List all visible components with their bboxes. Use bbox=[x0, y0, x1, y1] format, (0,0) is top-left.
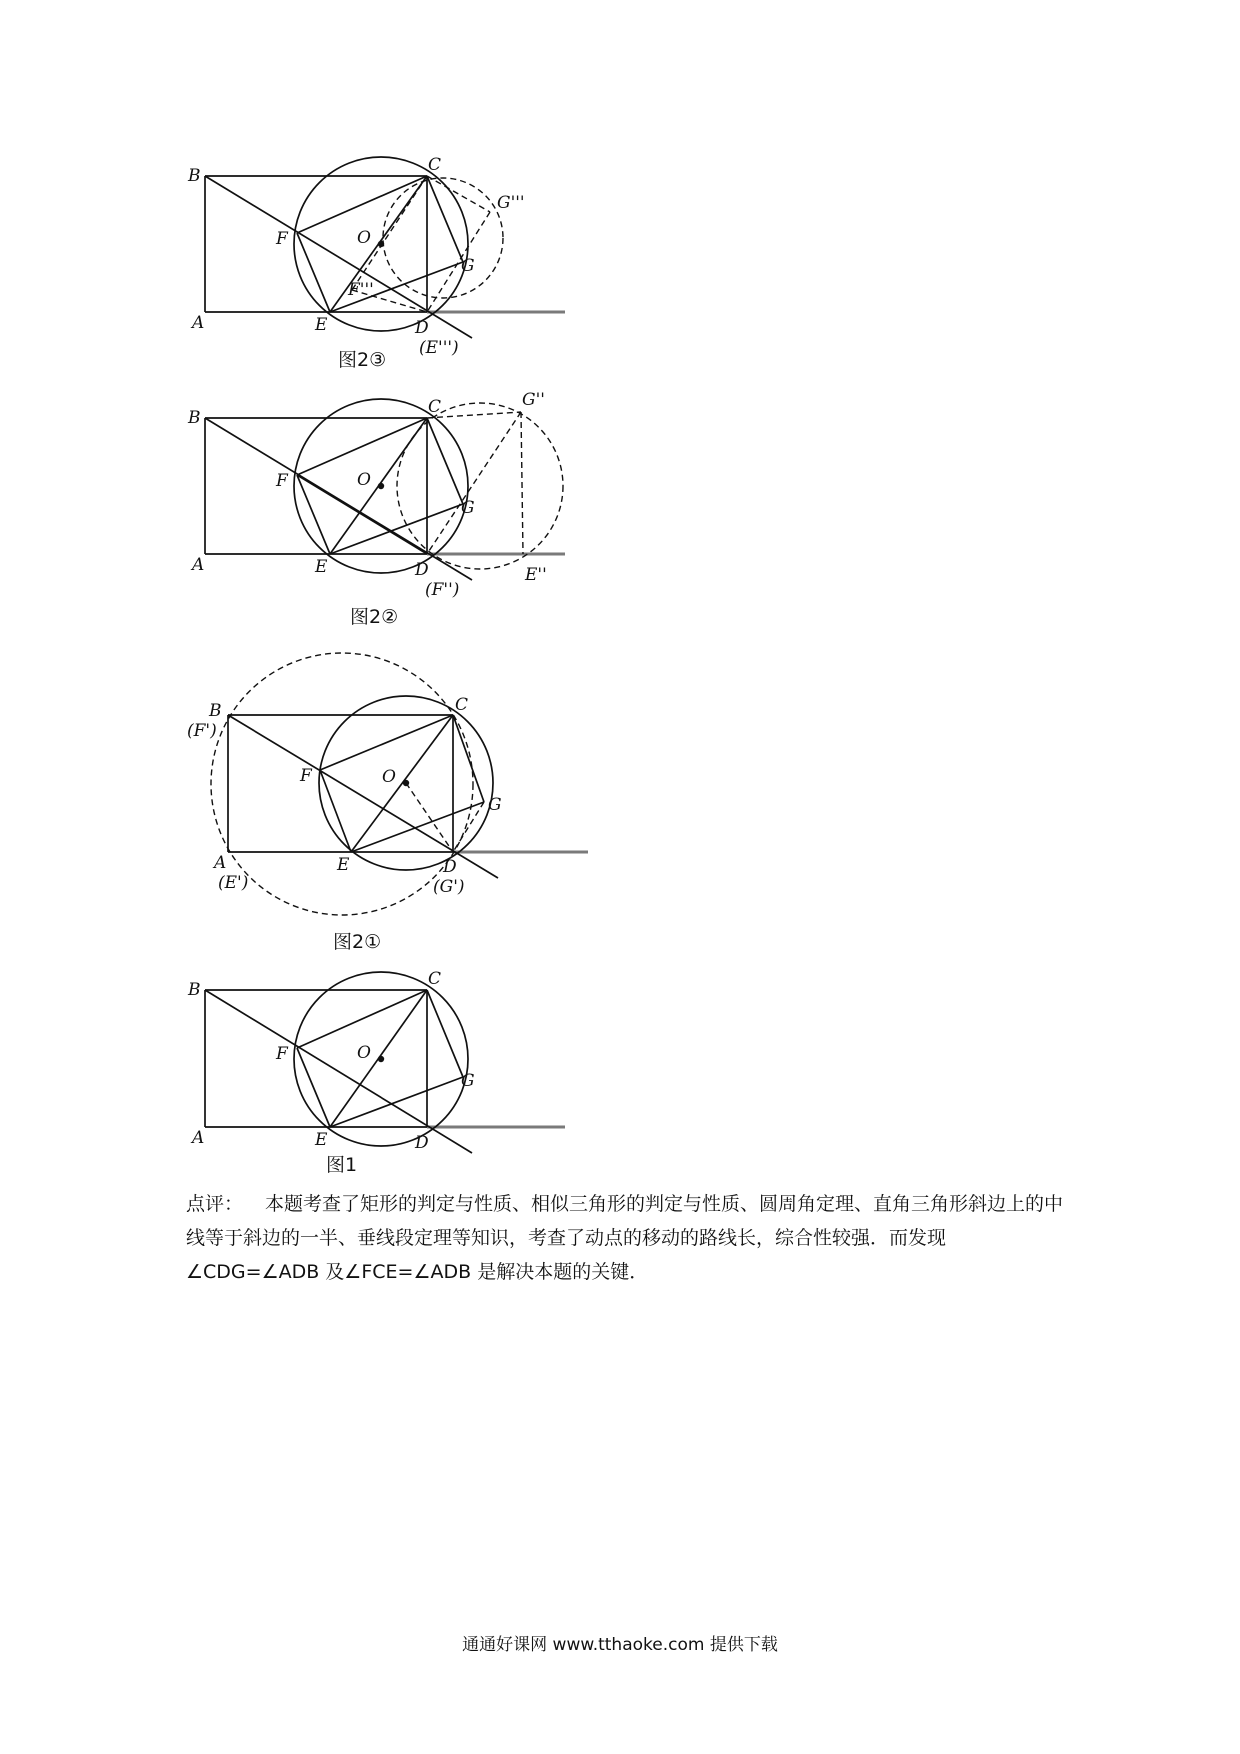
label-e2: E'' bbox=[525, 565, 547, 585]
label-c: C bbox=[455, 695, 469, 715]
dashed-g2d bbox=[427, 412, 521, 554]
dashed-g2e2 bbox=[521, 412, 523, 554]
segment-eg bbox=[351, 802, 484, 852]
label-b: B bbox=[188, 980, 201, 1000]
label-d: D bbox=[443, 857, 457, 877]
center-dot bbox=[403, 780, 409, 786]
label-c: C bbox=[428, 969, 442, 989]
caption-fig2-2: 图2② bbox=[350, 606, 399, 628]
caption-fig2-3: 图2③ bbox=[338, 349, 387, 371]
label-f1: (F') bbox=[187, 721, 217, 741]
label-a: A bbox=[192, 313, 205, 333]
label-d: D bbox=[415, 560, 429, 580]
label-o: O bbox=[357, 1043, 371, 1063]
figure-1 bbox=[0, 960, 620, 1180]
label-f: F bbox=[276, 229, 288, 249]
label-o: O bbox=[357, 470, 371, 490]
label-f2: (F'') bbox=[425, 580, 460, 600]
label-e: E bbox=[315, 557, 328, 577]
center-dot bbox=[378, 241, 384, 247]
label-f: F bbox=[300, 766, 312, 786]
label-g: G bbox=[461, 256, 475, 276]
label-f: F bbox=[276, 471, 288, 491]
label-o: O bbox=[382, 767, 396, 787]
label-e1: (E') bbox=[218, 873, 249, 893]
label-e: E bbox=[315, 1130, 328, 1150]
label-a: A bbox=[214, 853, 227, 873]
label-c: C bbox=[428, 397, 442, 417]
label-g: G bbox=[488, 795, 502, 815]
center-dot bbox=[378, 1056, 384, 1062]
segment-cg bbox=[427, 990, 463, 1077]
comment-paragraph bbox=[186, 1187, 1066, 1289]
figure-2-2 bbox=[0, 390, 620, 620]
label-d: D bbox=[415, 318, 429, 338]
caption-fig1: 图1 bbox=[326, 1154, 358, 1176]
segment-cg bbox=[427, 418, 463, 504]
dashed-circle bbox=[383, 178, 503, 298]
segment-fe bbox=[320, 770, 351, 852]
label-g1: (G') bbox=[433, 877, 465, 897]
label-e: E bbox=[315, 315, 328, 335]
segment-cg bbox=[453, 715, 484, 802]
caption-fig2-1: 图2① bbox=[333, 931, 382, 953]
figure-2-3 bbox=[0, 0, 620, 370]
dashed-cg2 bbox=[427, 412, 521, 418]
comment-text: 本题考查了矩形的判定与性质、相似三角形的判定与性质、圆周角定理、直角三角形斜边上的中线等于斜边的一半、垂线段定理等知识，考查了动点的移动的路线长，综合性较强．而发现∠CDG=∠ADB 及∠FCE=∠ADB 是解决本题的关键． bbox=[186, 1193, 1064, 1283]
dashed-g3d bbox=[427, 212, 490, 312]
label-g3: G''' bbox=[497, 193, 525, 213]
label-g: G bbox=[461, 498, 475, 518]
label-g2: G'' bbox=[522, 390, 545, 410]
dashed-circle bbox=[397, 403, 563, 569]
segment-cg bbox=[427, 176, 463, 262]
label-c: C bbox=[428, 155, 442, 175]
label-b: B bbox=[188, 166, 201, 186]
center-dot bbox=[378, 483, 384, 489]
label-b: B bbox=[188, 408, 201, 428]
label-a: A bbox=[192, 1128, 205, 1148]
dashed-cg3 bbox=[427, 176, 490, 212]
label-f3: F''' bbox=[348, 280, 374, 300]
label-e3: (E''') bbox=[419, 338, 459, 358]
label-f: F bbox=[276, 1044, 288, 1064]
label-o: O bbox=[357, 228, 371, 248]
figure-2-1 bbox=[0, 640, 620, 940]
dashed-od bbox=[406, 783, 453, 852]
label-b: B bbox=[209, 701, 222, 721]
label-d: D bbox=[415, 1133, 429, 1153]
label-e: E bbox=[337, 855, 350, 875]
page-footer: 通通好课网 www.tthaoke.com 提供下载 bbox=[462, 1635, 778, 1655]
label-g: G bbox=[461, 1071, 475, 1091]
comment-label: 点评： bbox=[186, 1193, 244, 1215]
label-a: A bbox=[192, 555, 205, 575]
